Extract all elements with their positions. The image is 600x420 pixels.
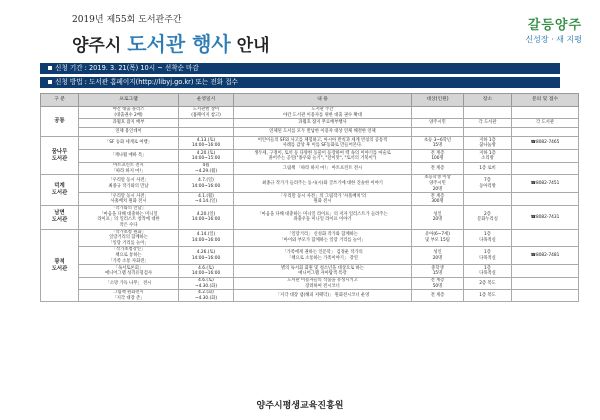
cell-program: 「독서토론회」 애니어그램 성격유형검사 — [79, 265, 179, 278]
cell-time: 4.7.(일) 14:00~16:00 — [179, 175, 234, 193]
cell-category: 남면 도서관 — [41, 206, 79, 229]
cell-time: 4.2.(화) ~4.30.(화) — [179, 290, 234, 302]
square-bullet-icon — [48, 80, 52, 84]
application-method-bar — [40, 77, 560, 88]
cell-place: 2층 복도 — [464, 278, 512, 290]
cell-program: 야간 대출 플러스 (대출권수 2배) — [79, 107, 179, 119]
col-header-program: 프로그램 — [79, 94, 179, 107]
cell-place: 1층 복도 — [464, 290, 512, 302]
cell-target: 전 계층 — [412, 290, 464, 302]
cell-target: 중학생 15명 — [412, 265, 464, 278]
cell-contact: ☎8082-7465 — [512, 137, 579, 150]
cell-content: 「우리말 동시 사전」의 그림작가 '사흘배치'의 원화 전시 — [234, 193, 412, 206]
cell-target: 초등 3~6학년 15명 — [412, 137, 464, 150]
cell-time: 4.1.(월) ~4.14.(일) — [179, 193, 234, 206]
cell-target: 전 계층 100명 — [412, 150, 464, 163]
cell-program: 「우리말 동시 사전」 사흘배치 원화 전시 — [79, 193, 179, 206]
table-row — [41, 247, 579, 265]
city-logo — [525, 14, 582, 45]
cell-category: 광적 도서관 — [41, 229, 79, 302]
cell-place: 7층 동아리방 — [464, 175, 512, 193]
table-row — [41, 193, 579, 206]
cell-content: 「마음을 다해 대충하는 미니일 라이프」의 저자 일러스트가 들려주는 좌충우돌 미니일 라이프 이야기 — [234, 206, 412, 229]
cell-target: 전 계층 50명 — [412, 278, 464, 290]
table-row — [41, 119, 579, 128]
cell-contact — [512, 128, 579, 137]
col-header-contact: 문의 및 접수 — [512, 94, 579, 107]
cell-contact — [512, 107, 579, 119]
cell-target: 성인 20명 — [412, 206, 464, 229]
table-row — [41, 175, 579, 193]
cell-contact: ☎8082-7451 — [512, 175, 579, 193]
cell-content: 「일랑거리」 신성화 작가와 함께하는 「아이와 부모가 함께하는 일랑 거리를 놀이」 — [234, 229, 412, 247]
cell-place: 1층 로비 — [464, 163, 512, 175]
cell-target — [412, 107, 464, 119]
cell-time: 4.20.(토) 14:00~15:00 — [179, 150, 234, 163]
cell-contact — [512, 150, 579, 163]
table-row — [41, 128, 579, 137]
cell-time: 4.6.(토) ~4.30.(화) — [179, 278, 234, 290]
cell-contact — [512, 229, 579, 247]
table-row — [41, 163, 579, 175]
cell-target: 전 계층 — [412, 163, 464, 175]
table-row — [41, 150, 579, 163]
flyer — [18, 8, 582, 414]
cell-category: 꿈나무 도서관 — [41, 137, 79, 175]
cell-target — [412, 128, 464, 137]
title-highlight: 도서관 행사 — [127, 32, 231, 56]
cell-time: 4.13.(토) 14:00~16:00 — [179, 137, 234, 150]
square-bullet-icon — [48, 66, 52, 70]
application-period-bar — [40, 63, 560, 74]
col-header-place: 장소 — [464, 94, 512, 107]
cell-time: 4.20.(일) 14:00~16:00 — [179, 206, 234, 229]
cell-program: 과월호 잡지 배부 — [79, 119, 179, 128]
cell-contact — [512, 290, 579, 302]
cell-target: 성인 20명 — [412, 247, 464, 265]
cell-place: 1층 다목적실 — [464, 229, 512, 247]
cell-time: 4.14.(일) 14:00~16:00 — [179, 229, 234, 247]
cell-content: 최종규 작가가 들려주는 동시(시)와 글쓰기에 대한 진솔한 이야기 — [234, 175, 412, 193]
table-row — [41, 278, 579, 290]
cell-time — [179, 119, 234, 128]
title-prefix: 양주시 — [72, 36, 128, 56]
cell-program: 「작가초청강연」 책으로 통하는 「가족 소통 자화전」 — [79, 247, 179, 265]
application-method: 신청 방법 : 도서관 홈페이지(http://libyj.go.kr) 또는 전화 접수 — [55, 78, 238, 86]
col-header-content: 내 용 — [234, 94, 412, 107]
cell-time: 4월 ~4.29.(월) — [179, 163, 234, 175]
cell-program: 「재나월 예하 특」 — [79, 150, 179, 163]
cell-target: 유아(6~7세) 및 부모 15팀 — [412, 229, 464, 247]
application-period: 신청 기간 : 2019. 3. 21(목) 10시 ~ 선착순 마감 — [55, 64, 199, 72]
table-row — [41, 107, 579, 119]
cell-program: 아트프린트 전시 「따라 하지 마!」 — [79, 163, 179, 175]
cell-program: 그림책 원화전시 「지각 대장 존」 — [79, 290, 179, 302]
col-header-category: 구 분 — [41, 94, 79, 107]
cell-contact: ☎8082-7481 — [512, 247, 579, 265]
cell-program: 「소망 가득 나무」 전시 — [79, 278, 179, 290]
table-row — [41, 137, 579, 150]
logo-slogan: 신성장 · 새 지평 — [525, 35, 582, 44]
table-row — [41, 290, 579, 302]
title-suffix: 안내 — [230, 36, 270, 56]
cell-program: 「작가초청 원화」 일랑거리의 함께하는 「일랑 거리를 놀이」 — [79, 229, 179, 247]
page-title — [72, 28, 270, 57]
program-table — [40, 93, 579, 302]
table-row — [41, 206, 579, 229]
cell-place: 지하 1층 소리방 — [464, 150, 512, 163]
cell-content: 별의 독서회 회원 및 청소년을 대상으로 하는 애니어그램 자아탐색 특강 — [234, 265, 412, 278]
cell-content: 연체된 도서를 모두 반납한 이용자 대상 연체 해결한 연체 — [234, 128, 412, 137]
cell-place: 1층 다목적실 — [464, 247, 512, 265]
cell-time: 4.26.(토) 14:00~16:00 — [179, 247, 234, 265]
cell-target: 전 계층 300명 — [412, 193, 464, 206]
cell-content: 도서관 주간 야간 도서관 이용자를 위한 대출 권수 확대 — [234, 107, 412, 119]
table-header-row — [41, 94, 579, 107]
cell-program: 「우리말 동시 사전」 최종규 작가와의 만남 — [79, 175, 179, 193]
cell-time: 4.6.(토) 14:00~16:00 — [179, 265, 234, 278]
cell-place: 지하 1층 꿈나눔방 — [464, 137, 512, 150]
cell-contact — [512, 193, 579, 206]
cell-content: 「가족에게 권하는 인문학」 김정운 작가의 「책으로 소통하는 가족이야기」 강연 — [234, 247, 412, 265]
cell-program: 「SF 동화 세계로 여행」 — [79, 137, 179, 150]
cell-time — [179, 128, 234, 137]
cell-content: 과월호 잡지 무료배부행사 — [234, 119, 412, 128]
event-subtitle: 2019년 제55회 도서관주간 — [72, 15, 182, 25]
cell-program: 「작가와의 만남」 「마음을 다해 대충하는 미니일 라이프」의 일러스트 창작에 대한 작은 수다 — [79, 206, 179, 229]
cell-category: 공통 — [41, 107, 79, 137]
cell-target: 양주시민 — [412, 119, 464, 128]
cell-contact: 각 도서관 — [512, 119, 579, 128]
cell-contact: ☎8082-7431 — [512, 206, 579, 229]
col-header-target: 대상(인원) — [412, 94, 464, 107]
cell-place — [464, 107, 512, 119]
col-header-time: 운영일시 — [179, 94, 234, 107]
cell-place: 1층 다목적실 — [464, 265, 512, 278]
cell-content: 「지각 대장 냄(해피 저팩덕)」 원화전시코너 운영 — [234, 290, 412, 302]
cell-place: 2층 문화누리실 — [464, 206, 512, 229]
cell-category: 덕계 도서관 — [41, 175, 79, 206]
cell-content: 생두세, 구정이, 토끼 등 다양한 동물이 등장하여 텍 속의 이야기를 마술로 풀어주는 공연("종우와 놀기", "달이맛", "토끼의 거북이") — [234, 150, 412, 163]
cell-content: 그림책 「따라 하지 마!」 아트프린트 전시 — [234, 163, 412, 175]
cell-contact — [512, 278, 579, 290]
cell-target: 초등학생 이상 양주시민 20명 — [412, 175, 464, 193]
cell-place — [464, 193, 512, 206]
table-row — [41, 229, 579, 247]
cell-content: 도서관 이용자들의 작품을 유성시키고 장려하여 전시코너 — [234, 278, 412, 290]
cell-time: 도서관별 상이 (홈페이지 참고) — [179, 107, 234, 119]
cell-contact — [512, 163, 579, 175]
table-row — [41, 265, 579, 278]
cell-program: 연체 용인데이 — [79, 128, 179, 137]
cell-place: 각 도서관 — [464, 119, 512, 128]
cell-place — [464, 128, 512, 137]
cell-content: 어린이들의 SF와 사고를 체험하고, 아시아 반칙과 세계 빈칭의 공통적 사례를 감상 후 이를 SF동화로 만들어본다. — [234, 137, 412, 150]
logo-main-text: 갈등양주 — [527, 18, 582, 33]
cell-contact — [512, 265, 579, 278]
footer-organization: 양주시평생교육진흥원 — [256, 401, 344, 411]
